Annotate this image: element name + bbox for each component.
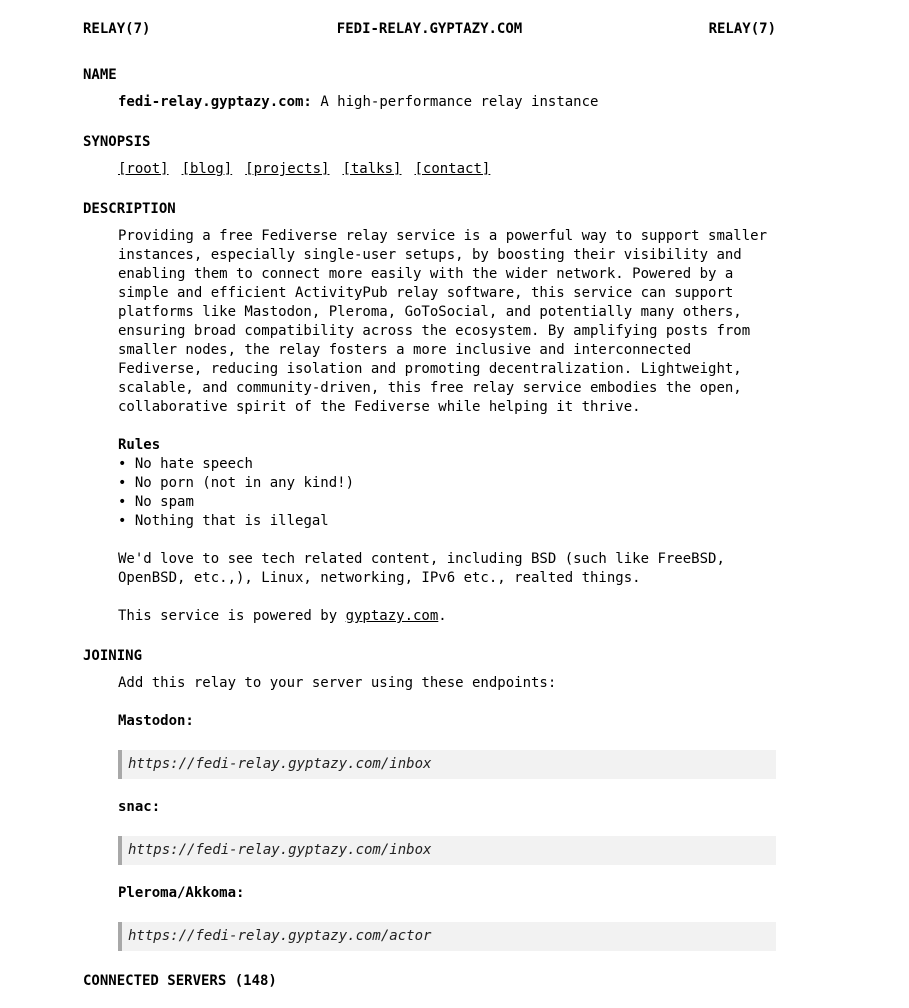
section-connected-servers (83, 972, 776, 991)
section-joining (83, 647, 776, 951)
bullet-icon: • (118, 475, 127, 491)
section-description (83, 200, 776, 626)
endpoint-label-mastodon: Mastodon: (118, 713, 194, 729)
synopsis-heading: SYNOPSIS (83, 134, 151, 150)
rules-title: Rules (118, 437, 161, 453)
endpoint-url-pleroma-akkoma: https://fedi-relay.gyptazy.com/actor (118, 922, 776, 951)
link-talks[interactable]: [talks] (342, 161, 402, 177)
name-line (118, 93, 771, 112)
bullet-icon: • (118, 513, 127, 529)
rule-text: No spam (134, 494, 194, 510)
link-blog[interactable]: [blog] (181, 161, 233, 177)
rules-list (118, 436, 771, 531)
joining-intro: Add this relay to your server using these endpoints: (118, 675, 557, 691)
powered-by-prefix: This service is powered by (118, 608, 346, 624)
rule-item (118, 455, 771, 474)
man-page (83, 0, 776, 1001)
description-heading: DESCRIPTION (83, 201, 176, 217)
man-page-header (83, 20, 776, 39)
description-paragraph: Providing a free Fediverse relay service is a powerful way to support smaller instances, especially single-user setups, by boosting their visibility and enabling them to connect more easily with the wider network. Powered by a simple and efficient ActivityPub relay software, this service can support platforms like Mastodon, Pleroma, GoToSocial, and potentially many others, ensuring broad compatibility across the ecosystem. By amplifying posts from smaller nodes, the relay fosters a more inclusive and interconnected Fediverse, reducing isolation and promoting decentralization. Lightweight, scalable, and community-driven, this free relay service embodies the open, collaborative spirit of the Fediverse while helping it thrive. (118, 228, 768, 415)
site-name: fedi-relay.gyptazy.com: (118, 94, 312, 110)
endpoint-url-mastodon: https://fedi-relay.gyptazy.com/inbox (118, 750, 776, 779)
section-synopsis (83, 133, 776, 179)
content-note: We'd love to see tech related content, including BSD (such like FreeBSD, OpenBSD, etc.,), Linux, networking, IPv6 etc., realted things. (118, 551, 725, 586)
endpoint-label-snac: snac: (118, 799, 161, 815)
powered-by-line (118, 607, 771, 626)
header-left-title: RELAY(7) (83, 21, 151, 37)
endpoint-label-pleroma-akkoma: Pleroma/Akkoma: (118, 885, 245, 901)
name-heading: NAME (83, 67, 117, 83)
link-gyptazy[interactable]: gyptazy.com (345, 608, 439, 624)
rule-text: No hate speech (134, 456, 253, 472)
synopsis-links (118, 160, 771, 179)
rule-text: No porn (not in any kind!) (134, 475, 355, 491)
link-projects[interactable]: [projects] (245, 161, 330, 177)
rule-item (118, 474, 771, 493)
link-contact[interactable]: [contact] (414, 161, 491, 177)
link-root[interactable]: [root] (118, 161, 169, 177)
bullet-icon: • (118, 494, 127, 510)
bullet-icon: • (118, 456, 127, 472)
rule-item (118, 512, 771, 531)
rule-text: Nothing that is illegal (134, 513, 329, 529)
powered-by-suffix: . (438, 608, 447, 624)
joining-heading: JOINING (83, 648, 143, 664)
rule-item (118, 493, 771, 512)
header-center-title: FEDI-RELAY.GYPTAZY.COM (336, 21, 523, 37)
section-name (83, 66, 776, 112)
site-tagline: A high-performance relay instance (320, 94, 599, 110)
connected-servers-heading: CONNECTED SERVERS (148) (83, 973, 277, 989)
header-right-title: RELAY(7) (708, 21, 776, 37)
endpoint-url-snac: https://fedi-relay.gyptazy.com/inbox (118, 836, 776, 865)
